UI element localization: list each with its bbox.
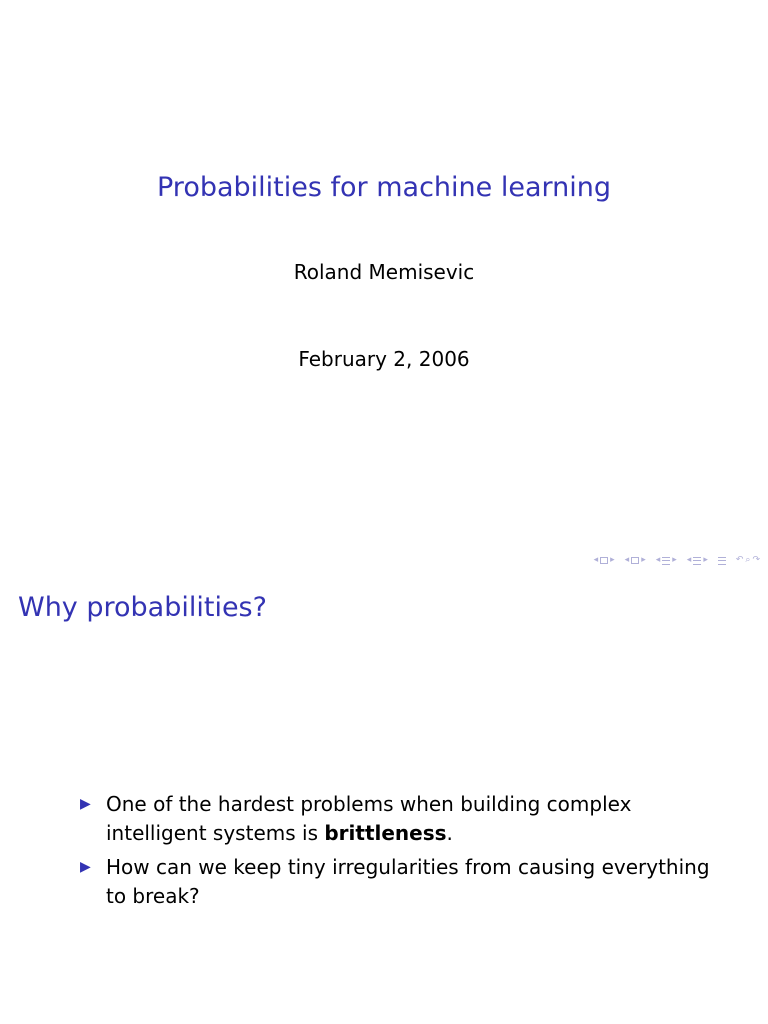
nav-subsection-icon[interactable] — [662, 557, 670, 565]
bullet-text: How can we keep tiny irregularities from causing everything to break? — [106, 855, 710, 908]
nav-search-group[interactable] — [736, 556, 760, 565]
nav-appendix-group[interactable] — [718, 557, 726, 565]
nav-left-arrow-icon[interactable]: ◂ — [655, 555, 661, 565]
nav-section-icon[interactable] — [693, 557, 701, 565]
nav-section-group[interactable] — [687, 556, 708, 565]
nav-slide-group[interactable] — [594, 556, 615, 565]
nav-left-arrow-icon[interactable]: ◂ — [593, 555, 599, 565]
nav-subsection-group[interactable] — [656, 556, 677, 565]
presentation-title: Probabilities for machine learning — [157, 172, 611, 203]
bullet-item — [80, 853, 720, 911]
nav-slide-icon[interactable] — [600, 557, 608, 564]
nav-forward-icon[interactable]: ↷ — [752, 555, 760, 565]
nav-right-arrow-icon[interactable]: ▸ — [672, 555, 677, 565]
bullet-text: One of the hardest problems when building complex intelligent systems is brittleness. — [106, 792, 632, 845]
nav-right-arrow-icon[interactable]: ▸ — [610, 555, 615, 565]
nav-search-icon[interactable]: ⌕ — [745, 555, 751, 565]
bullet-item — [80, 790, 720, 848]
triangle-bullet-icon: ▶ — [80, 859, 91, 875]
nav-appendix-icon[interactable] — [718, 557, 726, 565]
bullet-list — [80, 790, 720, 916]
nav-left-arrow-icon[interactable]: ◂ — [624, 555, 630, 565]
nav-back-icon[interactable]: ↶ — [735, 555, 744, 565]
beamer-navigation-bar — [584, 556, 760, 565]
author-name: Roland Memisevic — [293, 260, 475, 284]
presentation-date: February 2, 2006 — [298, 347, 470, 371]
triangle-bullet-icon: ▶ — [80, 796, 91, 812]
nav-right-arrow-icon[interactable]: ▸ — [641, 555, 646, 565]
nav-right-arrow-icon[interactable]: ▸ — [703, 555, 708, 565]
frame-title: Why probabilities? — [18, 592, 267, 623]
nav-left-arrow-icon[interactable]: ◂ — [686, 555, 692, 565]
content-slide — [0, 512, 768, 1024]
nav-frame-icon[interactable] — [631, 557, 639, 564]
nav-frame-group[interactable] — [625, 556, 646, 565]
emphasis-text: brittleness — [324, 821, 447, 845]
